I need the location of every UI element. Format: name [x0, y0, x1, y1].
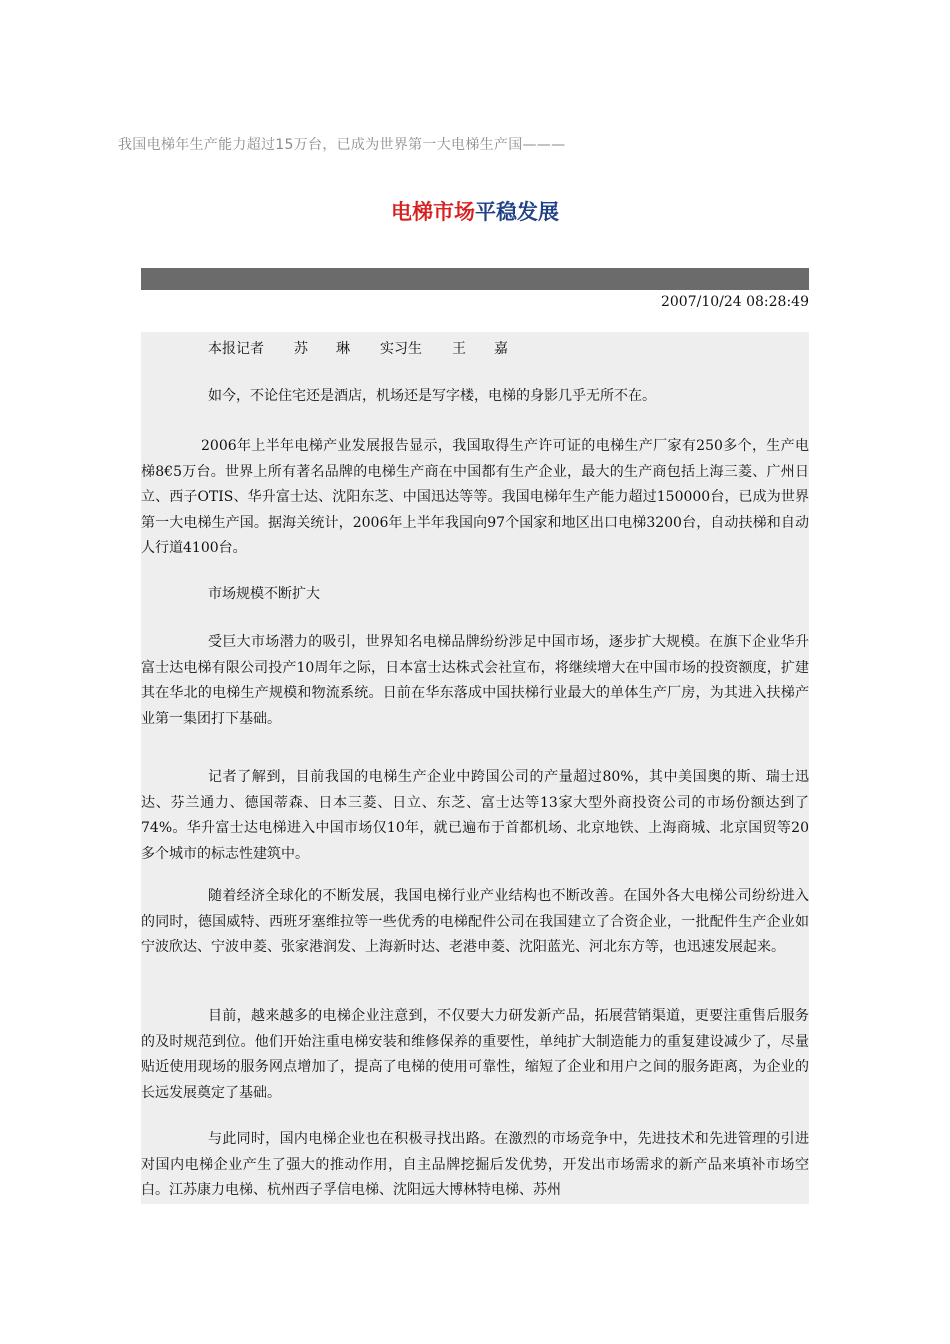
header-bar [141, 268, 809, 290]
byline-label: 本报记者 [208, 341, 264, 357]
paragraph-6: 目前，越来越多的电梯企业注意到，不仅要大力研发新产品，拓展营销渠道，更要注重售后服务的及时规范到位。他们开始注重电梯安装和维修保养的重要性，单纯扩大制造能力的重复建设减少了，尽量贴近使用现场的服务网点增加了，提高了电梯的使用可靠性，缩短了企业和用户之间的服务距离，为企业的长远发展奠定了基础。 [141, 1008, 809, 1101]
paragraph-5: 随着经济全球化的不断发展，我国电梯行业产业结构也不断改善。在国外各大电梯公司纷纷进入的同时，德国威特、西班牙塞维拉等一些优秀的电梯配件公司在我国建立了合资企业，一批配件生产企业如宁波欣达、宁波申菱、张家港润发、上海新时达、老港申菱、沈阳蓝光、河北东方等，也迅速发展起来。 [141, 888, 809, 955]
paragraph-3: 受巨大市场潜力的吸引，世界知名电梯品牌纷纷涉足中国市场，逐步扩大规模。在旗下企业华升富士达电梯有限公司投产10周年之际，日本富士达株式会社宣布，将继续增大在中国市场的投资额度，扩建其在华北的电梯生产规模和物流系统。日前在华东落成中国扶梯行业最大的单体生产厂房，为其进入扶梯产业第一集团打下基础。 [141, 634, 809, 727]
section-heading: 市场规模不断扩大 [208, 586, 320, 602]
article-body [141, 332, 809, 1204]
byline-intern: 王 嘉 [452, 341, 508, 357]
paragraph-4: 记者了解到，目前我国的电梯生产企业中跨国公司的产量超过80%，其中美国奥的斯、瑞士迅达、芬兰通力、德国蒂森、日本三菱、日立、东芝、富士达等13家大型外商投资公司的市场份额达到了74%。华升富士达电梯进入中国市场仅10年，就已遍布于首都机场、北京地铁、上海商城、北京国贸等20多个城市的标志性建筑中。 [141, 769, 809, 862]
publish-datetime: 2007/10/24 08:28:49 [660, 294, 809, 310]
paragraph-7: 与此同时，国内电梯企业也在积极寻找出路。在激烈的市场竞争中，先进技术和先进管理的引进对国内电梯企业产生了强大的推动作用，自主品牌挖掘后发优势，开发出市场需求的新产品来填补市场空白。江苏康力电梯、杭州西子孚信电梯、沈阳远大博林特电梯、苏州 [141, 1131, 809, 1198]
byline-reporter: 苏 琳 [294, 341, 350, 357]
article-subtitle: 我国电梯年生产能力超过15万台，已成为世界第一大电梯生产国——— [118, 137, 566, 153]
paragraph-2: 2006年上半年电梯产业发展报告显示，我国取得生产许可证的电梯生产厂家有250多个，生产电梯8€5万台。世界上所有著名品牌的电梯生产商在中国都有生产企业，最大的生产商包括上海三菱、广州日立、西子OTIS、华升富士达、沈阳东芝、中国迅达等等。我国电梯年生产能力超过150000台，已成为世界第一大电梯生产国。据海关统计，2006年上半年我国向97个国家和地区出口电梯3200台，自动扶梯和自动人行道4100台。 [141, 438, 809, 556]
title-part-red: 电梯市场 [391, 200, 475, 224]
byline-intern-label: 实习生 [380, 341, 422, 357]
paragraph-1: 如今，不论住宅还是酒店，机场还是写字楼，电梯的身影几乎无所不在。 [208, 388, 656, 404]
title-part-blue: 平稳发展 [475, 200, 559, 224]
byline [208, 337, 538, 363]
article-title [0, 196, 950, 226]
